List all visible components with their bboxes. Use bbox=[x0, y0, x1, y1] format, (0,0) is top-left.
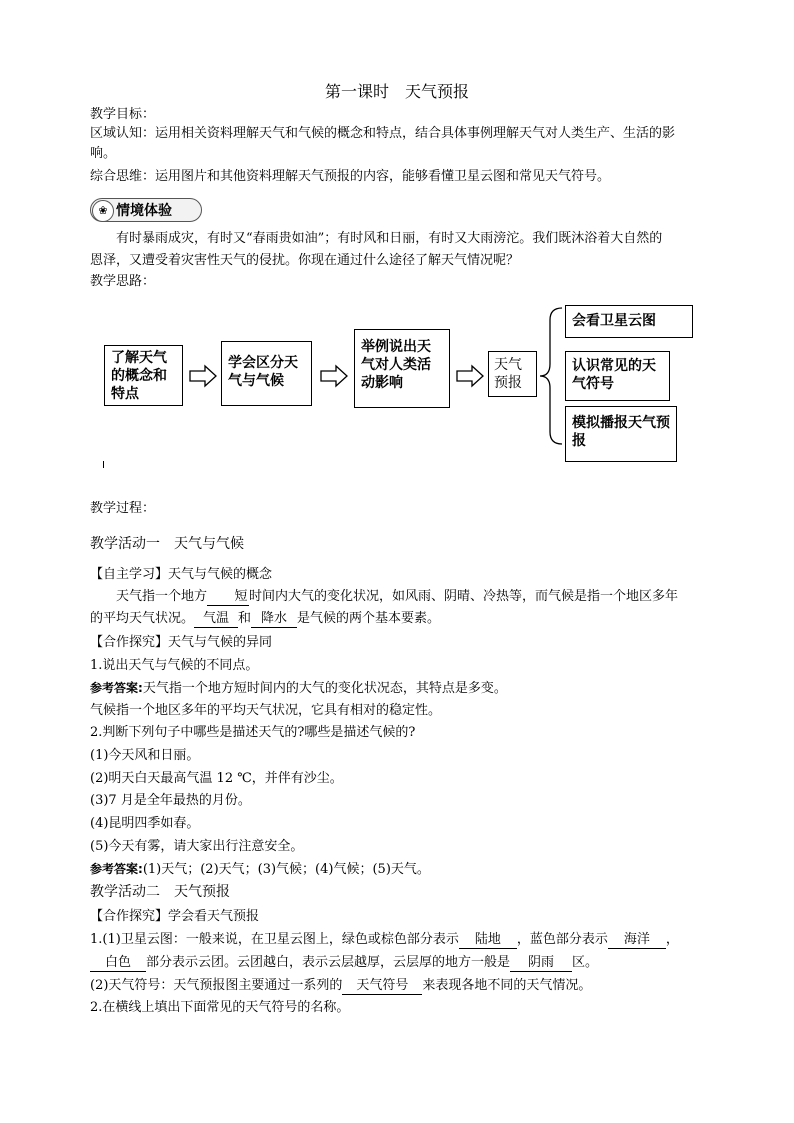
self-study-line: 天气指一个地方 短 时间内大气的变化状况，如风雨、阴晴、冷热等，而气候是指一个地区多年 bbox=[116, 589, 679, 604]
flow-brace bbox=[538, 306, 566, 446]
coop-label: 【合作探究】学会看天气预报 bbox=[90, 909, 260, 924]
flow-branch-symbols: 认识常见的天气符号 bbox=[565, 351, 670, 401]
objective-line: 响。 bbox=[90, 146, 117, 161]
flow-box-forecast: 天气预报 bbox=[488, 351, 537, 397]
question: 2.判断下列句子中哪些是描述天气的?哪些是描述气候的? bbox=[90, 725, 416, 740]
blank-answer: 阴雨 bbox=[510, 955, 572, 972]
coop-line: 白色 部分表示云团。云团越白，表示云层越厚，云层厚的地方一般是 阴雨 区。 bbox=[90, 954, 710, 972]
scenario-line: 有时暴雨成灾，有时又“春雨贵如油”；有时风和日丽，有时又大雨滂沱。我们既沐浴着大自然的 bbox=[116, 231, 663, 246]
flow-arrow bbox=[319, 364, 349, 388]
process-label: 教学过程： bbox=[90, 501, 156, 516]
self-study-label: 【自主学习】天气与气候的概念 bbox=[90, 567, 273, 582]
stray-mark bbox=[103, 461, 104, 468]
list-item: (5)今天有雾，请大家出行注意安全。 bbox=[90, 839, 304, 854]
flow-arrow bbox=[188, 364, 218, 388]
scenario-badge bbox=[90, 198, 202, 222]
answer-line: 气候指一个地区多年的平均天气状况，它具有相对的稳定性。 bbox=[90, 703, 442, 718]
list-item: (3)7 月是全年最热的月份。 bbox=[90, 793, 251, 808]
coop-line: (2)天气符号：天气预报图主要通过一系列的 天气符号 来表现各地不同的天气情况。 bbox=[90, 978, 592, 993]
flow-box-concept: 了解天气的概念和特点 bbox=[104, 345, 183, 406]
objectives-label: 教学目标： bbox=[90, 107, 156, 122]
flow-box-distinguish: 学会区分天气与气候 bbox=[221, 341, 312, 406]
answer-line: 参考答案:(1)天气；(2)天气；(3)气候；(4)气候；(5)天气。 bbox=[90, 862, 430, 877]
blank-answer: 天气符号 bbox=[342, 978, 422, 995]
badge-text: 情境体验 bbox=[116, 203, 172, 219]
answer-line: 参考答案:天气指一个地方短时间内的大气的变化状况态，其特点是多变。 bbox=[90, 681, 507, 696]
activity-title: 教学活动一 天气与气候 bbox=[90, 536, 244, 552]
list-item: (1)今天风和日丽。 bbox=[90, 748, 200, 763]
objective-line: 区域认知：运用相关资料理解天气和气候的概念和特点，结合具体事例理解天气对人类生产、生活的影 bbox=[90, 126, 676, 141]
blank-answer: 白色 bbox=[90, 955, 146, 972]
book-icon: ❀ bbox=[92, 200, 114, 222]
blank-answer: 陆地 bbox=[459, 932, 517, 949]
blank-answer: 气温 bbox=[194, 611, 238, 628]
thinking-label: 教学思路： bbox=[90, 274, 156, 289]
self-study-line: 的平均天气状况。 气温 和 降水 是气候的两个基本要素。 bbox=[90, 611, 441, 626]
list-item: (4)昆明四季如春。 bbox=[90, 816, 200, 831]
scenario-line: 恩泽，又遭受着灾害性天气的侵扰。你现在通过什么途径了解天气情况呢？ bbox=[90, 253, 520, 268]
coop-line: 1.(1)卫星云图：一般来说，在卫星云图上，绿色或棕色部分表示 陆地 ，蓝色部分表示 海洋 ， bbox=[90, 932, 679, 947]
coop-label: 【合作探究】天气与气候的异同 bbox=[90, 635, 273, 650]
blank-answer: 短 bbox=[207, 589, 249, 606]
flow-branch-cloud: 会看卫星云图 bbox=[565, 305, 693, 338]
question: 1.说出天气与气候的不同点。 bbox=[90, 658, 259, 673]
flow-box-impact: 举例说出天气对人类活动影响 bbox=[354, 329, 450, 408]
activity-title: 教学活动二 天气预报 bbox=[90, 884, 230, 900]
objective-line: 综合思维：运用图片和其他资料理解天气预报的内容，能够看懂卫星云图和常见天气符号。 bbox=[90, 169, 611, 184]
blank-answer: 海洋 bbox=[608, 932, 666, 949]
page-title: 第一课时 天气预报 bbox=[324, 82, 469, 101]
question: 2.在横线上填出下面常见的天气符号的名称。 bbox=[90, 1000, 350, 1015]
list-item: (2)明天白天最高气温 12 ℃，并伴有沙尘。 bbox=[90, 771, 343, 786]
flow-branch-broadcast: 模拟播报天气预报 bbox=[565, 406, 677, 462]
flow-arrow bbox=[455, 364, 485, 388]
blank-answer: 降水 bbox=[251, 611, 297, 628]
